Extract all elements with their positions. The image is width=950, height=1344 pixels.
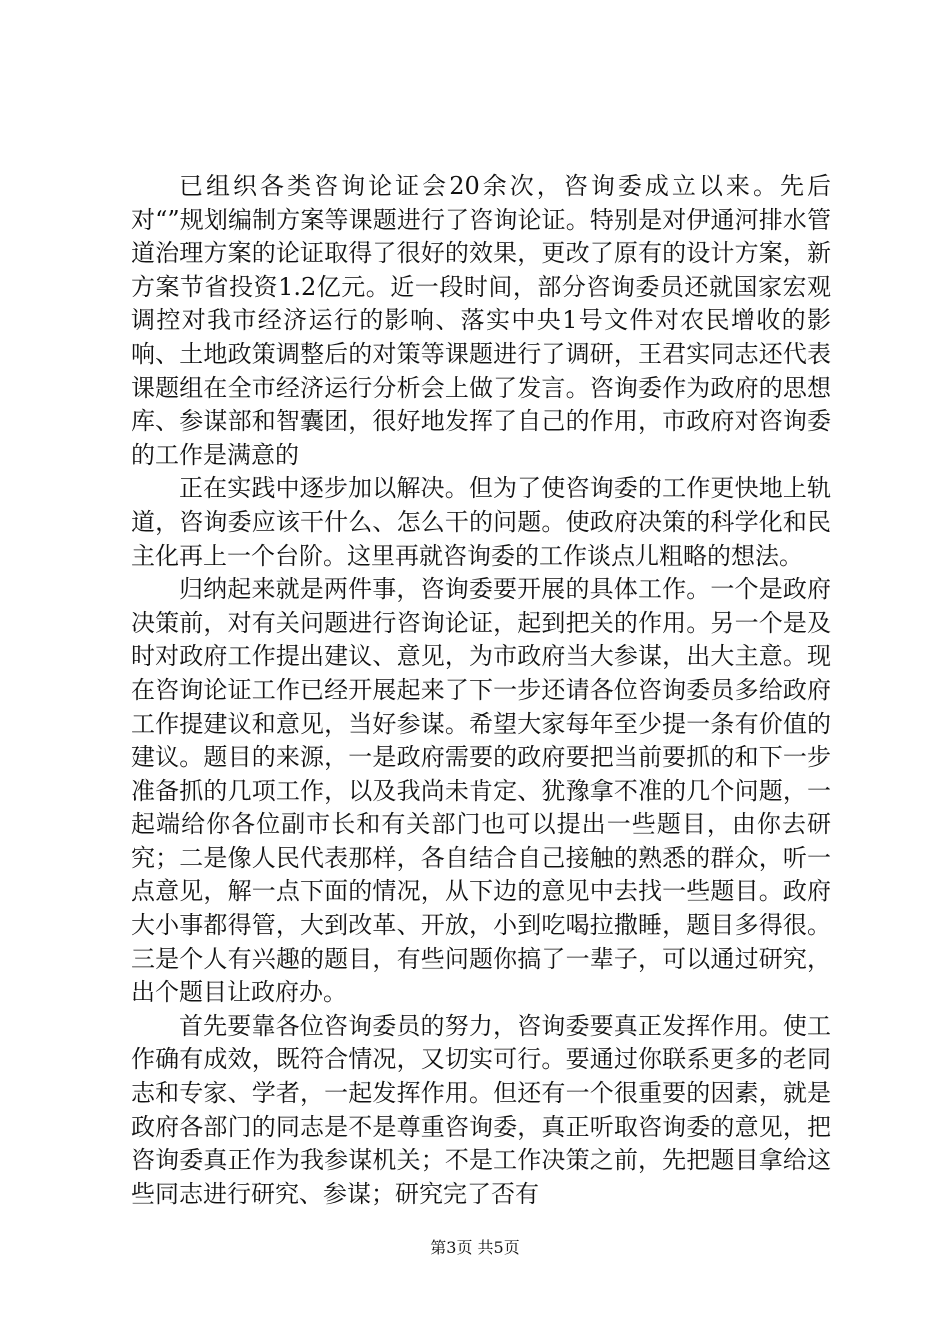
paragraph-2: 正在实践中逐步加以解决。但为了使咨询委的工作更快地上轨道，咨询委应该干什么、怎么干的问题。使政府决策的科学化和民主化再上一个台阶。这里再就咨询委的工作谈点儿粗略的想法。: [131, 474, 831, 570]
paragraph-4: 首先要靠各位咨询委员的努力，咨询委要真正发挥作用。使工作确有成效，既符合情况，又切实可行。要通过你联系更多的老同志和专家、学者，一起发挥作用。但还有一个很重要的因素，就是政府各部门的同志是不是尊重咨询委，真正听取咨询委的意见，把咨询委真正作为我参谋机关；不是工作决策之前，先把题目拿给这些同志进行研究、参谋；研究完了否有: [131, 1011, 831, 1208]
paragraph-1: 已组织各类咨询论证会20余次，咨询委成立以来。先后对“”规划编制方案等课题进行了咨询论证。特别是对伊通河排水管道治理方案的论证取得了很好的效果，更改了原有的设计方案，新方案节省投资1.2亿元。近一段时间，部分咨询委员还就国家宏观调控对我市经济运行的影响、落实中央1号文件对农民增收的影响、土地政策调整后的对策等课题进行了调研，王君实同志还代表课题组在全市经济运行分析会上做了发言。咨询委作为政府的思想库、参谋部和智囊团，很好地发挥了自己的作用，市政府对咨询委的工作是满意的: [131, 172, 831, 469]
paragraph-3: 归纳起来就是两件事，咨询委要开展的具体工作。一个是政府决策前，对有关问题进行咨询论证，起到把关的作用。另一个是及时对政府工作提出建议、意见，为市政府当大参谋，出大主意。现在咨询论证工作已经开展起来了下一步还请各位咨询委员多给政府工作提建议和意见，当好参谋。希望大家每年至少提一条有价值的建议。题目的来源，一是政府需要的政府要把当前要抓的和下一步准备抓的几项工作，以及我尚未肯定、犹豫拿不准的几个问题，一起端给你各位副市长和有关部门也可以提出一些题目，由你去研究；二是像人民代表那样，各自结合自己接触的熟悉的群众，听一点意见，解一点下面的情况，从下边的意见中去找一些题目。政府大小事都得管，大到改革、开放，小到吃喝拉撒睡，题目多得很。三是个人有兴趣的题目，有些问题你搞了一辈子，可以通过研究，出个题目让政府办。: [131, 575, 831, 1007]
body-text: [131, 170, 831, 1211]
page-footer: 第3页 共5页: [430, 1238, 520, 1257]
